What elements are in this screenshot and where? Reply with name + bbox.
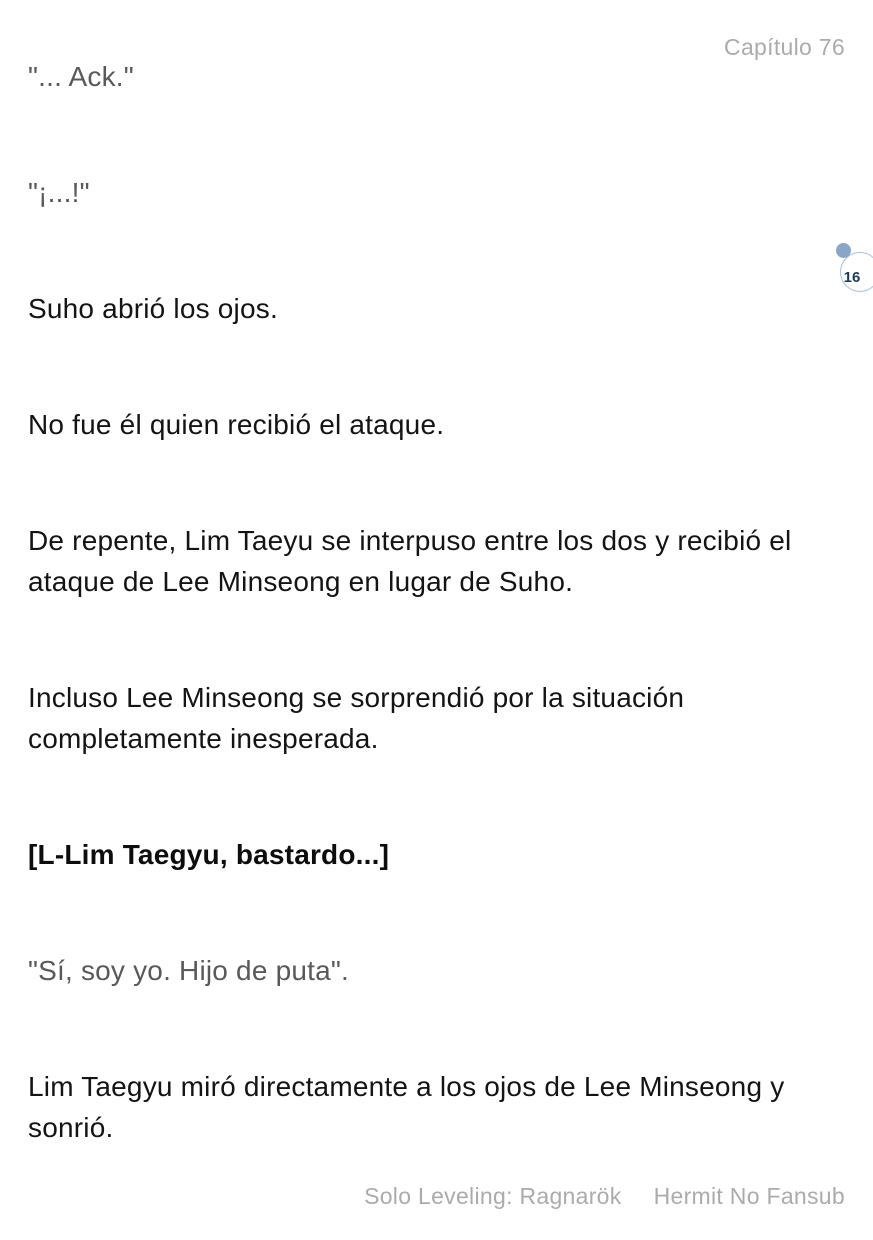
paragraph-system: [L-Lim Taegyu, bastardo...]: [28, 839, 390, 870]
chapter-label: Capítulo 76: [724, 34, 845, 60]
comment-count: 16: [843, 268, 861, 286]
comment-badge-dot-icon: [836, 243, 851, 258]
paragraph-dialogue: "... Ack.": [28, 61, 134, 92]
paragraph-dialogue: "¡...!": [28, 177, 90, 208]
paragraph-narration: Incluso Lee Minseong se sorprendió por la situación completamente inesperada.: [28, 682, 685, 754]
paragraph-narration: Suho abrió los ojos.: [28, 293, 278, 324]
page-footer: [364, 1180, 845, 1212]
paragraph-narration: De repente, Lim Taeyu se interpuso entre los dos y recibió el ataque de Lee Minseong en lugar de Suho.: [28, 525, 792, 597]
chapter-text: [28, 56, 845, 1223]
paragraph-narration: Lim Taegyu miró directamente a los ojos de Lee Minseong y sonrió.: [28, 1071, 785, 1143]
fansub-credit: Hermit No Fansub: [653, 1183, 845, 1209]
paragraph-narration: No fue él quien recibió el ataque.: [28, 409, 445, 440]
story-title: Solo Leveling: Ragnarök: [364, 1183, 622, 1209]
comment-count-badge[interactable]: [840, 252, 873, 292]
paragraph-dialogue: "Sí, soy yo. Hijo de puta".: [28, 955, 349, 986]
